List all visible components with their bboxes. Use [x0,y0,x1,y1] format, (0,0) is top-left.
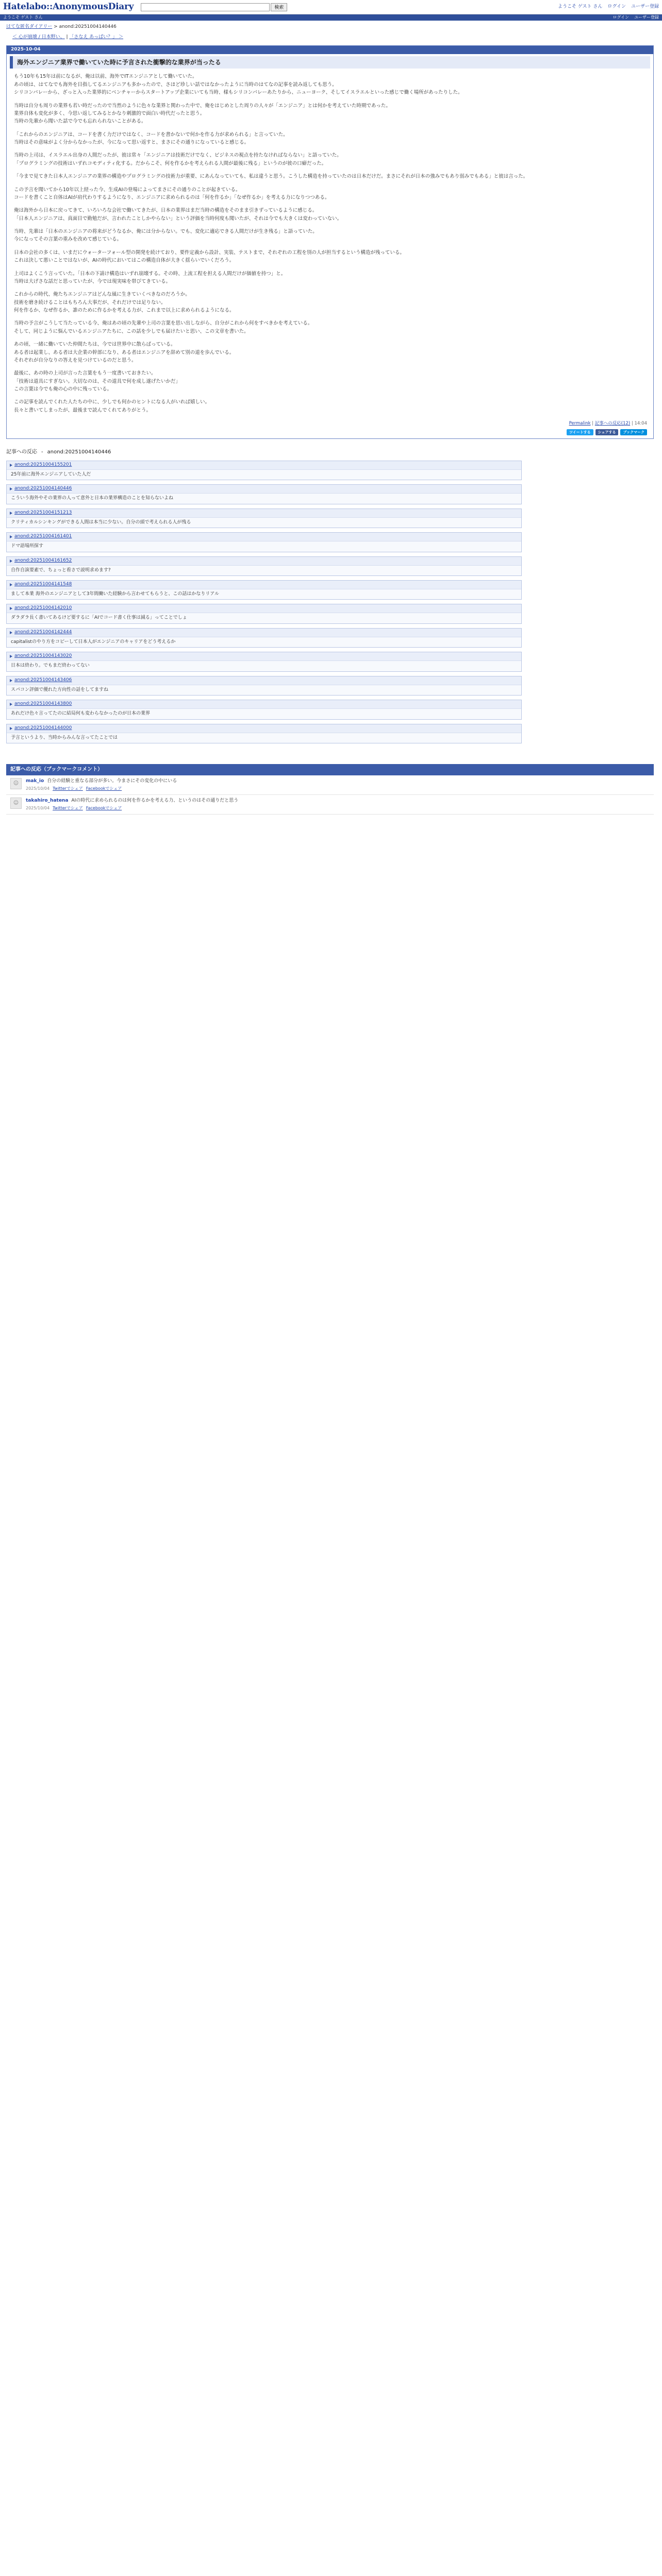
tree-node [6,556,522,576]
triangle-icon [10,535,12,538]
tree-node-head [7,581,521,589]
subnav-sep: | [64,34,70,40]
triangle-icon [10,583,12,586]
triangle-icon [10,679,12,682]
breadcrumb-current: anond:20251004140446 [59,24,117,29]
article-paragraph: 上司はよくこう言っていた。「日本の下請け構造はいずれ崩壊する。その時、上流工程を担える人間だけが価値を持つ」と。 当時は大げさな話だと思っていたが、今では現実味を帯びてきている。 [14,270,286,284]
article-paragraph: もう10年も15年は前になるが、俺は以前、海外でITエンジニアとして働いていた。 あの頃は、はてなでも海外を目指してるエンジニアも多かったので、さほど珍しい話ではなかったように当時のはてなの記事を読み返しても思う。 シリコンバレーから、ざっと入った業界的にベンチャーからスタートアップ企業にいても当時、様もシリコンバレーあたりから、ニューヨーク、そしてイスラエルといった感じで働く場所があったりした。 [14,74,463,96]
tree-node-link[interactable]: anond:20251004143020 [14,653,72,659]
tree-node-head [7,557,521,566]
permalink[interactable]: Permalink [569,421,591,427]
tree-node-head [7,509,521,518]
nav-bar [0,14,662,21]
tree-node-link[interactable]: anond:20251004140446 [14,486,72,492]
bookmark-list [6,775,654,815]
tree-node-body: 自作自演要素で、ちょっと看さで説明求めます? [11,567,111,573]
tree-node-link[interactable]: anond:20251004143800 [14,701,72,707]
tree-node-body: まして本業 海外のエンジニアとして3年間働いた経験から言わせてもらうと、この話はかなりリアル [11,591,220,597]
tree-node-head [7,700,521,709]
site-logo[interactable]: Hatelabo::AnonymousDiary [3,2,134,12]
article-paragraph: 「これからのエンジニアは、コードを書く力だけではなく、コードを書かないで何かを作る力が求められる」と言っていた。 当時はその意味がよく分からなかったが、今になって思い返すと、まさにその通りになっていると感じる。 [14,131,288,146]
bookmark-meta [26,786,177,792]
top-link-1[interactable]: ログイン [607,4,626,9]
tree-node-link[interactable]: anond:20251004142444 [14,629,72,635]
article-paragraph: これからの時代、俺たちエンジニアはどんな風に生きていくべきなのだろうか。 技術を磨き続けることはもちろん大事だが、それだけでは足りない。 何を作るか、なぜ作るか、誰のために作るかを考える力が、これまで以上に求められるようになる。 [14,292,235,314]
foot-sep: | [590,421,595,427]
tree-node-head [7,461,521,470]
tree-node-head [7,724,521,733]
tree-node-body: 日本は終わり。でもまだ終わってない [11,663,90,669]
bookmark-time: 2025/10/04 [26,786,50,791]
bookmark-comments [6,764,654,815]
bookmark-comments-header: 記事への反応（ブックマークコメント） [6,764,654,775]
article-paragraph: 最後に、あの時の上司が言った言葉をもう一度書いておきたい。 「技術は道具にすぎない。大切なのは、その道具で何を成し遂げたいかだ」 この言葉は今でも俺の心の中に残っている。 [14,370,181,393]
tree-node-link[interactable]: anond:20251004141548 [14,582,72,587]
article-paragraph: 「今まで見てきた日本人エンジニアの業界の構造やプログラミングの技術力が重要、にあんなっていても、私は違うと思う。こうした構造を持っていたのは日本だけだ。まさにそれが日本の強みでもあり弱みでもある」と彼は言った。 [14,174,528,180]
bookmark-main [26,798,238,811]
bookmark-meta [26,805,238,811]
facebook-share-button[interactable]: シェアする [595,429,619,435]
tree-header [6,448,656,456]
bookmark-twitter-link[interactable]: Twitterでシェア [53,805,83,810]
tree-link[interactable]: 記事への反応(12) [594,421,631,427]
tree-node [6,509,522,528]
tree-node [6,676,522,696]
bookmark-item [6,795,654,815]
tree-node [6,532,522,552]
response-tree [6,461,522,743]
tree-node-link[interactable]: anond:20251004161652 [14,557,72,563]
top-link-2[interactable]: ユーザー登録 [631,4,659,9]
hatena-bookmark-button[interactable]: ブックマーク [620,429,647,435]
tree-node-head [7,629,521,637]
tree-node [6,604,522,623]
login-link[interactable]: ログイン [613,14,629,20]
top-link-0[interactable]: ようこそ ゲスト さん [558,4,603,9]
tree-header-sep: - [41,449,43,455]
triangle-icon [10,631,12,634]
prev-entry-link[interactable]: ＜ 心が崩壊 / 日本野い、 [12,34,65,40]
tree-node-head [7,485,521,494]
avatar[interactable]: ☺ [10,778,22,789]
tree-node-body: こういう海外やその業界の人って意外と日本の業界構造のことを知らないよね [11,496,174,501]
article-paragraph: この予言を聞いてから10年以上経った今、生成AIの登場によってまさにその通りのことが起きている。 コードを書くこと自体はAIが肩代わりするようになり、エンジニアに求められるのは「何を作るか」「なぜ作るか」を考える力になりつつある。 [14,187,330,200]
tree-node-head [7,652,521,661]
tree-node-head [7,604,521,613]
tree-node-body: あれだけ色々言ってたのに結局何も変わらなかったのが日本の業界 [11,711,151,717]
tree-node-link[interactable]: anond:20251004142010 [14,605,72,611]
tree-node-body: capitalistのやり方をコピーして日本人がエンジニアのキャリアをどう考えるか [11,639,176,645]
bookmark-item [6,775,654,795]
bookmark-user[interactable]: mak_io [26,778,44,784]
tree-node [6,652,522,671]
tweet-button[interactable]: ツイートする [567,429,593,435]
breadcrumb-sep: > [52,24,59,29]
tree-header-label: 記事への反応 [6,449,37,455]
bookmark-time: 2025/10/04 [26,805,50,810]
tree-node-body: クリティカルシンキングができる人間は本当に少ない。自分の頭で考えられる人が残る [11,519,191,525]
tree-node [6,628,522,648]
triangle-icon [10,727,12,730]
bookmark-facebook-link[interactable]: Facebookでシェア [86,786,122,791]
tree-node-head [7,533,521,541]
tree-node [6,461,522,480]
article-title[interactable]: 海外エンジニア業界で働いていた時に予言された衝撃的な業界が当ったる [10,56,650,69]
welcome-text: ようこそ ゲスト さん [3,14,43,20]
tree-node [6,724,522,743]
tree-node-body: 予言というより、当時からみんな言ってたことでは [11,735,118,740]
bookmark-comment: AIの時代に求められるのは何を作るかを考える力、というのはその通りだと思う [71,798,239,803]
article [6,45,654,439]
avatar[interactable]: ☺ [10,798,22,809]
tree-node-head [7,676,521,685]
tree-node-link[interactable]: anond:20251004155201 [14,462,72,467]
register-link[interactable]: ユーザー登録 [634,14,659,20]
breadcrumb [0,21,662,32]
top-links [558,4,659,11]
article-footer [7,419,653,428]
bookmark-comment: 自分の経験と重なる部分が多い。今まさにその変化の中にいる [47,778,177,784]
article-paragraph: 当時は自分も周りの業界も若い時だったので当然のように色々な業界と関わった中で、俺をはじめとした周りの人々が「エンジニア」とは何かを考えていた時期であった。 業界自体も変化が多く、今思い返してみるとかなり刺激的で面白い時代だったと思う。 当時の先輩から聞いた話で今でも忘れられないことがある。 [14,103,391,125]
article-paragraph: あの頃、一緒に働いていた仲間たちは、今では世界中に散らばっている。 ある者は起業し、ある者は大企業の幹部になり、ある者はエンジニアを辞めて別の道を歩んでいる。 それぞれが自分なりの答えを見つけているのだと思う。 [14,342,235,363]
share-buttons [7,428,653,438]
prev-next-nav [0,32,662,43]
search-button[interactable]: 検索 [271,3,287,11]
tree-node-link[interactable]: anond:20251004151213 [14,510,72,515]
tree-node-body: 25年前に海外エンジニアしていた人だ [11,471,91,477]
tree-node [6,484,522,504]
article-paragraph: 当時の上司は、イスラエル出身の人間だったが、彼は常々「エンジニアは技術だけでなく、ビジネスの視点を持たなければならない」と語っていた。 「プログラミングの技術はいずれコモディティ化する。だからこそ、何を作るかを考えられる人間が最後に残る」というのが彼の口癖だった。 [14,152,342,166]
tree-node-body: ダラダラ長く書いてあるけど要するに「AIでコード書く仕事は減る」ってことでしょ [11,615,187,621]
bookmark-twitter-link[interactable]: Twitterでシェア [53,786,83,791]
tree-node [6,700,522,719]
article-paragraph: 日本の会社の多くは、いまだにウォーターフォール型の開発を続けており、要件定義から設計、実装、テストまで、それぞれの工程を別の人が担当するという構造が残っている。 これは決して悪いことではないが、AIの時代においてはこの構造自体が大きく揺らいでいくだろう。 [14,249,405,264]
search-input[interactable] [141,3,270,11]
tree-node [6,580,522,600]
top-bar [0,0,662,14]
article-body [7,73,653,414]
article-paragraph: この記事を読んでくれた人たちの中に、少しでも何かのヒントになる人がいれば嬉しい。 長々と書いてしまったが、最後まで読んでくれてありがとう。 [14,399,210,413]
triangle-icon [10,655,12,658]
tree-node-link[interactable]: anond:20251004161401 [14,534,72,539]
tree-node-body: スパコン評価で優れた方向性の話をしてますね [11,687,109,692]
article-paragraph: 俺は海外から日本に戻ってきて、いろいろな会社で働いてきたが、日本の業界はまだ当時の構造をそのまま引きずっているように感じる。 「日本人エンジニアは、真面目で勤勉だが、言われたことしかやらない」という評価を当時何度も聞いたが、それは今でも大きくは変わっていない。 [14,208,342,222]
triangle-icon [10,560,12,563]
article-paragraph: 当時、先輩は「日本のエンジニアの将来がどうなるか、俺には分からない。でも、変化に適応できる人間だけが生き残る」と語っていた。 今になってその言葉の重みを改めて感じている。 [14,229,318,243]
triangle-icon [10,703,12,706]
tree-node-link[interactable]: anond:20251004144000 [14,725,72,731]
article-date: 2025-10-04 [7,46,653,54]
post-time: | 14:04 [630,421,647,427]
next-entry-link[interactable]: 「さなえ あっぱい？」 ＞ [69,34,124,40]
bookmark-main [26,778,177,792]
triangle-icon [10,487,12,490]
breadcrumb-home[interactable]: はてな匿名ダイアリー [6,24,53,29]
article-paragraph: 当時の予言がこうして当たっている今、俺はあの頃の先輩や上司の言葉を思い出しながら、自分がこれから何をすべきかを考えている。 そして、同じように悩んでいるエンジニアたちに、この話を少しでも届けたいと思い、この文章を書いた。 [14,320,313,334]
tree-node-body: ドマ語場所探す [11,544,44,549]
bookmark-facebook-link[interactable]: Facebookでシェア [86,805,122,810]
triangle-icon [10,607,12,610]
triangle-icon [10,512,12,515]
bookmark-user[interactable]: takahiro_hatena [26,798,69,803]
tree-header-id: anond:20251004140446 [47,449,111,455]
triangle-icon [10,464,12,467]
tree-node-link[interactable]: anond:20251004143406 [14,677,72,683]
